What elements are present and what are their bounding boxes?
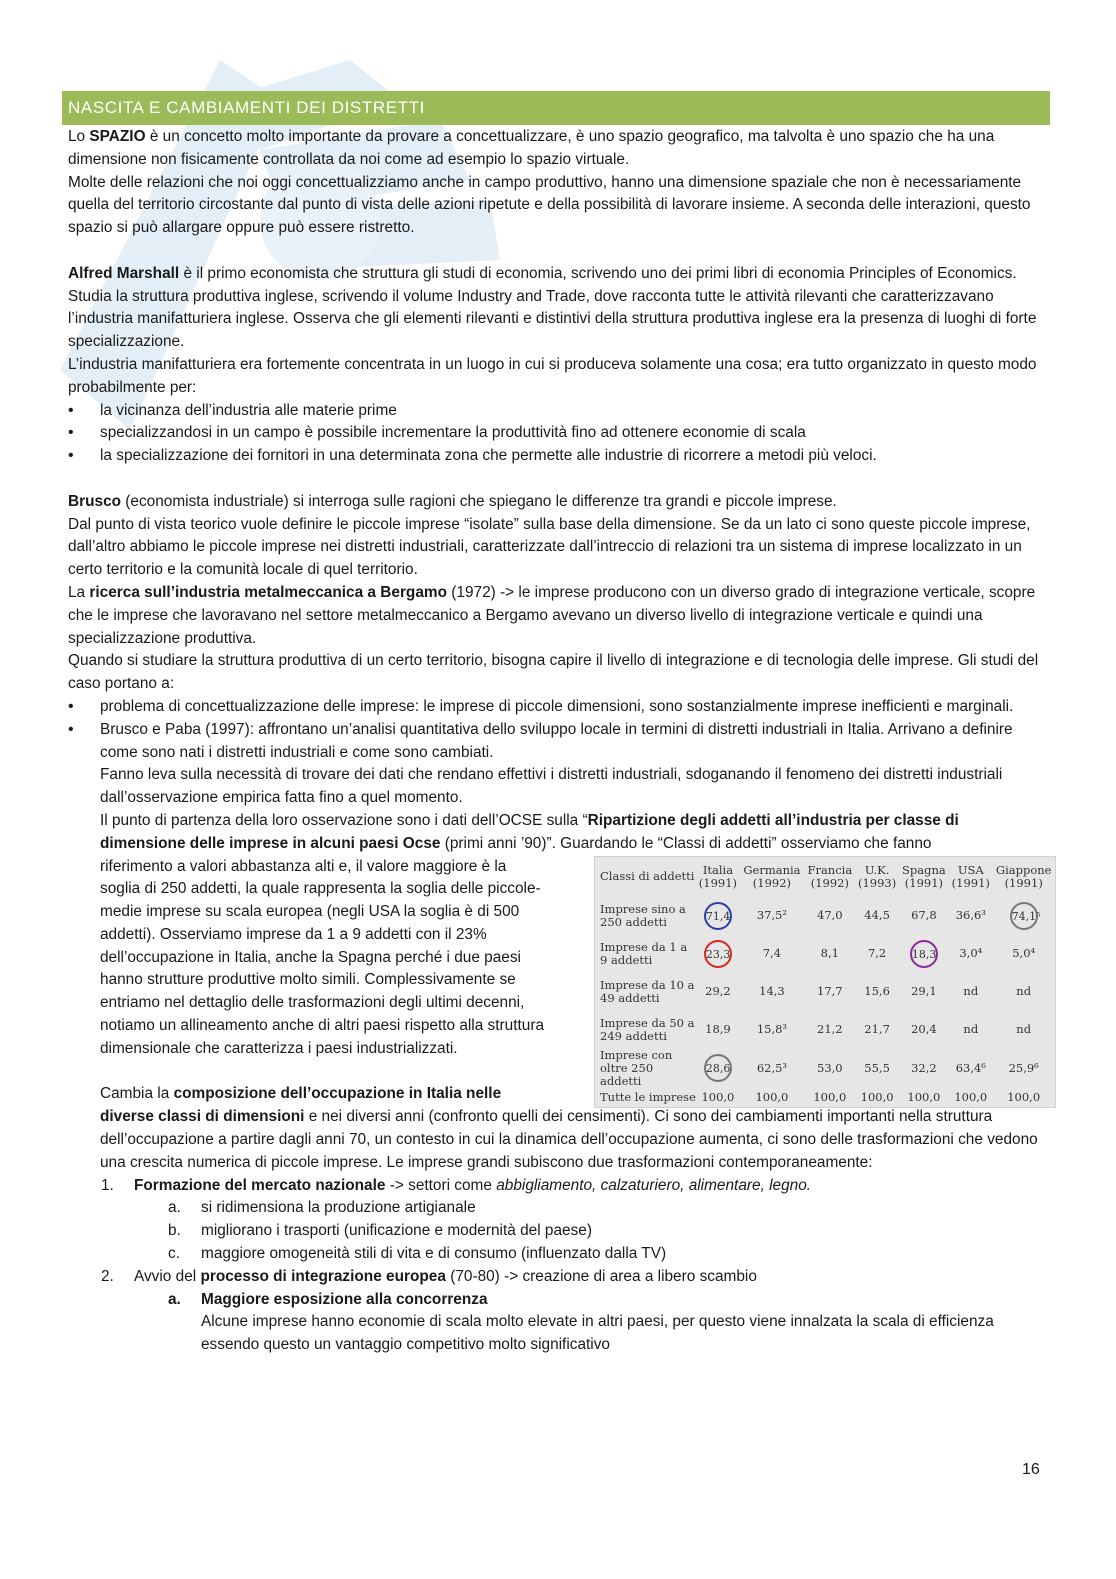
- list-item: a. Maggiore esposizione alla concorrenza: [168, 1290, 488, 1308]
- page-number: 16: [1022, 1461, 1040, 1478]
- table-row: Imprese da 10 a 49 addetti 29,2 14,3 17,7 15,6 29,1 nd nd: [600, 977, 1032, 1005]
- bullet-list-studi: [68, 696, 1052, 1357]
- list-item: • la vicinanza dell’industria alle materie prime: [68, 400, 1048, 423]
- list-item: 1. Formazione del mercato nazionale -> settori come abbigliamento, calzaturiero, alimentare, legno.: [101, 1176, 812, 1194]
- ocse-table-image: [594, 856, 1056, 1108]
- list-item: c. maggiore omogeneità stili di vita e di consumo (influenzato dalla TV): [168, 1245, 667, 1263]
- table-row: Imprese da 50 a 249 addetti 18,9 15,8³ 21,2 21,7 20,4 nd nd: [600, 1015, 1032, 1043]
- table-total-row: Tutte le imprese 100,0 100,0 100,0 100,0 100,0 100,0 100,0: [600, 1090, 1041, 1104]
- table-row: Imprese sino a 250 addetti 71,4 37,5² 47,0 44,5 67,8 36,6³ 74,1⁵: [600, 901, 1041, 929]
- paragraph-spazio: Lo SPAZIO è un concetto molto importante da provare a concettualizzare, è uno spazio geografico, ma talvolta è uno spazio che ha una dimensione non fisicamente controllata da noi come ad esempio lo spazio virtuale.: [68, 128, 995, 168]
- paragraph-industria: L’industria manifatturiera era fortemente concentrata in un luogo in cui si produceva solamente una cosa; era tutto organizzato in questo modo probabilmente per:: [68, 355, 1037, 396]
- table-col-header: Francia (1992): [807, 862, 853, 890]
- section-title: NASCITA E CAMBIAMENTI DEI DISTRETTI: [68, 98, 425, 117]
- circled-value: 28,6: [704, 1054, 732, 1082]
- list-item: • Brusco e Paba (1997): affrontano un’analisi quantitativa dello sviluppo locale in termini di distretti industriali in Italia. Arrivano a definire come sono nati i distretti industriali e come sono cambiati. Fanno leva sulla necessità di trovare dei dati che rendano effettivi i distretti industriali, sdoganando il fenomeno dei distretti industriali dall’osservazione empirica fatta fino a quel momento. Il punto di partenza della loro osservazione sono i dati dell’OCSE sulla “Ripartizione degli addetti all’industria per classe di dimensione delle imprese in alcuni paesi Ocse (primi anni ’90)”. Guardando le “Classi di addetti” osserviamo che fanno riferimento a valori abbastanza alti e, il valore maggiore è la soglia di 250 addetti, la quale rappresenta la soglia delle piccole-medie imprese su scala europea (negli USA la soglia è di 500 addetti). Osserviamo imprese da 1 a 9 addetti con il 23% dell’occupazione in Italia, anche la Spagna perché i due paesi hanno strutture produttive molto simili. Complessivamente se entriamo nel dettaglio delle trasformazioni degli ultimi decenni, notiamo un allineamento anche di altri paesi rispetto alla struttura dimensionale che caratterizza i paesi industrializzati. Classi di addetti Italia (1991) Germania (1992) Francia (1992) U.K. (1993) Spagna (1991) USA (1991) Giappone (1991) Imprese sino a 250 addetti 71,4 37,5² 47,0 44,5 67,8 36,6³ 74,1⁵ Imprese da 1 a 9 addetti 23,3 7,4 8,1 7,2 18,3 3,0⁴ 5,0⁴ Imprese da 10 a 49 addetti 29,2 14,3 17,7 15,6 29,1 nd nd Imprese da 50 a 249 addetti 18,9 15,8³ 21,2 21,7 20,4 nd nd Imprese con oltre 250 addetti 28,6 62,5³ 53,0 55,5 32,2 63,4⁶ 25,9⁶ Tutte le imprese 100,0 100,0 100,0 100,0 100,0 100,0 100,0 Cambia la composizione dell’occupazione in Italia nelle diverse classi di dimensioni e nei diversi anni (confronto quelli dei censimenti). Ci sono dei cambiamenti importanti nella struttura dell’occupazione a partire dagli anni 70, un contesto in cui la dinamica dell’occupazione aumenta, ci sono delle trasformazioni che vedono una crescita numerica di piccole imprese. Le imprese grandi subiscono due trasformazioni contemporaneamente: 1. Formazione del mercato nazionale -> settori come abbigliamento, calzaturiero, alimentare, legno. a. si ridimensiona la produzione artigianale b. migliorano i trasporti (unificazione e modernità del paese) c. maggiore omogeneità stili di vita e di consumo (influenzato dalla TV) 2. Avvio del processo di integrazione europea (70-80) -> creazione di area a libero scambio a. Maggiore esposizione alla concorrenza Alcune imprese hanno economie di scala molto elevate in altri paesi, per questo viene innalzata la scala di efficienza essendo questo un vantaggio competitivo molto significativo: [68, 719, 1048, 1357]
- paragraph-relazioni: Molte delle relazioni che noi oggi concettualizziamo anche in campo produttivo, hanno una dimensione spaziale che non è necessariamente quella del territorio circostante dal punto di vista delle azioni ripetute e della possibilità di lavorare insieme. A seconda delle interazioni, questo spazio si può allargare oppure può essere ristretto.: [68, 173, 1031, 237]
- table-col-header: Italia (1991): [698, 862, 738, 890]
- table-col-header: Germania (1992): [743, 862, 801, 890]
- ocse-table: [595, 857, 1055, 1108]
- table-header-row: [595, 857, 1055, 897]
- list-item: • la specializzazione dei fornitori in una determinata zona che permette alle industrie di ricorrere a metodi più veloci.: [68, 445, 1048, 468]
- paragraph-bergamo: La ricerca sull’industria metalmeccanica a Bergamo (1972) -> le imprese producono con un diverso grado di integrazione verticale, scopre che le imprese che lavoravano nel settore metalmeccanico a Bergamo avevano un diverso livello di integrazione verticale e quindi una specializzazione produttiva.: [68, 583, 1036, 647]
- table-row: Imprese con oltre 250 addetti 28,6 62,5³ 53,0 55,5 32,2 63,4⁶ 25,9⁶: [600, 1047, 1039, 1088]
- table-col-header: U.K. (1993): [857, 862, 897, 890]
- bullet-list-marshall: [68, 400, 1048, 468]
- list-item-body: Alcune imprese hanno economie di scala molto elevate in altri paesi, per questo viene innalzata la scala di efficienza essendo questo un vantaggio competitivo molto significativo: [201, 1313, 994, 1354]
- table-col-header: Spagna (1991): [902, 862, 946, 890]
- table-corner: Classi di addetti: [600, 869, 695, 883]
- table-col-header: Giappone (1991): [995, 862, 1052, 890]
- table-col-header: USA (1991): [951, 862, 990, 890]
- circled-value: 71,4: [704, 902, 732, 930]
- page-content: [68, 126, 1052, 1357]
- paragraph-marshall: Alfred Marshall è il primo economista che struttura gli studi di economia, scrivendo uno dei primi libri di economia Principles of Economics. Studia la struttura produttiva inglese, scrivendo il volume Industry and Trade, dove racconta tutte le attività rilevanti che caratterizzavano l’industria manifatturiera inglese. Osserva che gli elementi rilevanti e distintivi della struttura produttiva inglese era la presenza di luoghi di forte specializzazione.: [68, 264, 1037, 351]
- numbered-list: [68, 1175, 1048, 1357]
- circled-value: 74,1⁵: [1010, 902, 1038, 930]
- float-text: riferimento a valori abbastanza alti e, il valore maggiore è la soglia di 250 addetti, la quale rappresenta la soglia delle piccole-medie imprese su scala europea (negli USA la soglia è di 500 addetti). Osserviamo imprese da 1 a 9 addetti con il 23% dell’occupazione in Italia, anche la Spagna perché i due paesi hanno strutture produttive molto simili. Complessivamente se entriamo nel dettaglio delle trasformazioni degli ultimi decenni, notiamo un allineamento anche di altri paesi rispetto alla struttura dimensionale che caratterizza i paesi industrializzati.: [100, 857, 545, 1057]
- circled-value: 18,3: [910, 940, 938, 968]
- section-header: [62, 91, 1050, 125]
- list-item: a. si ridimensiona la produzione artigianale: [168, 1199, 476, 1217]
- circled-value: 23,3: [704, 940, 732, 968]
- paragraph-struttura: Quando si studiare la struttura produttiva di un certo territorio, bisogna capire il livello di integrazione e di tecnologia delle imprese. Gli studi del caso portano a:: [68, 652, 1039, 693]
- list-item: b. migliorano i trasporti (unificazione e modernità del paese): [168, 1222, 592, 1240]
- paragraph-composizione-b: diverse classi di dimensioni e nei diversi anni (confronto quelli dei censimenti). Ci sono dei cambiamenti importanti nella struttura dell’occupazione a partire dagli anni 70, un contesto in cui la dinamica dell’occupazione aumenta, ci sono delle trasformazioni che vedono una crescita numerica di piccole imprese. Le imprese grandi subiscono due trasformazioni contemporaneamente:: [100, 1108, 1038, 1171]
- list-item: • problema di concettualizzazione delle imprese: le imprese di piccole dimensioni, sono sostanzialmente imprese inefficienti e marginali.: [68, 696, 1048, 719]
- list-item: • specializzandosi in un campo è possibile incrementare la produttività fino ad ottenere economie di scala: [68, 422, 1048, 445]
- paragraph-teorico: Dal punto di vista teorico vuole definire le piccole imprese “isolate” sulla base della dimensione. Se da un lato ci sono queste piccole imprese, dall’altro abbiamo le piccole imprese nei distretti industriali, caratterizzate dall’intreccio di relazioni tra un sistema di imprese localizzato in un certo territorio e la comunità locale di quel territorio.: [68, 515, 1031, 579]
- paragraph-composizione-a: Cambia la composizione dell’occupazione in Italia nelle: [100, 1085, 502, 1103]
- list-item: 2. Avvio del processo di integrazione europea (70-80) -> creazione di area a libero scambio: [101, 1267, 757, 1285]
- table-row: Imprese da 1 a 9 addetti 23,3 7,4 8,1 7,2 18,3 3,0⁴ 5,0⁴: [600, 939, 1036, 967]
- paragraph-brusco: Brusco (economista industriale) si interroga sulle ragioni che spiegano le differenze tra grandi e piccole imprese.: [68, 492, 837, 510]
